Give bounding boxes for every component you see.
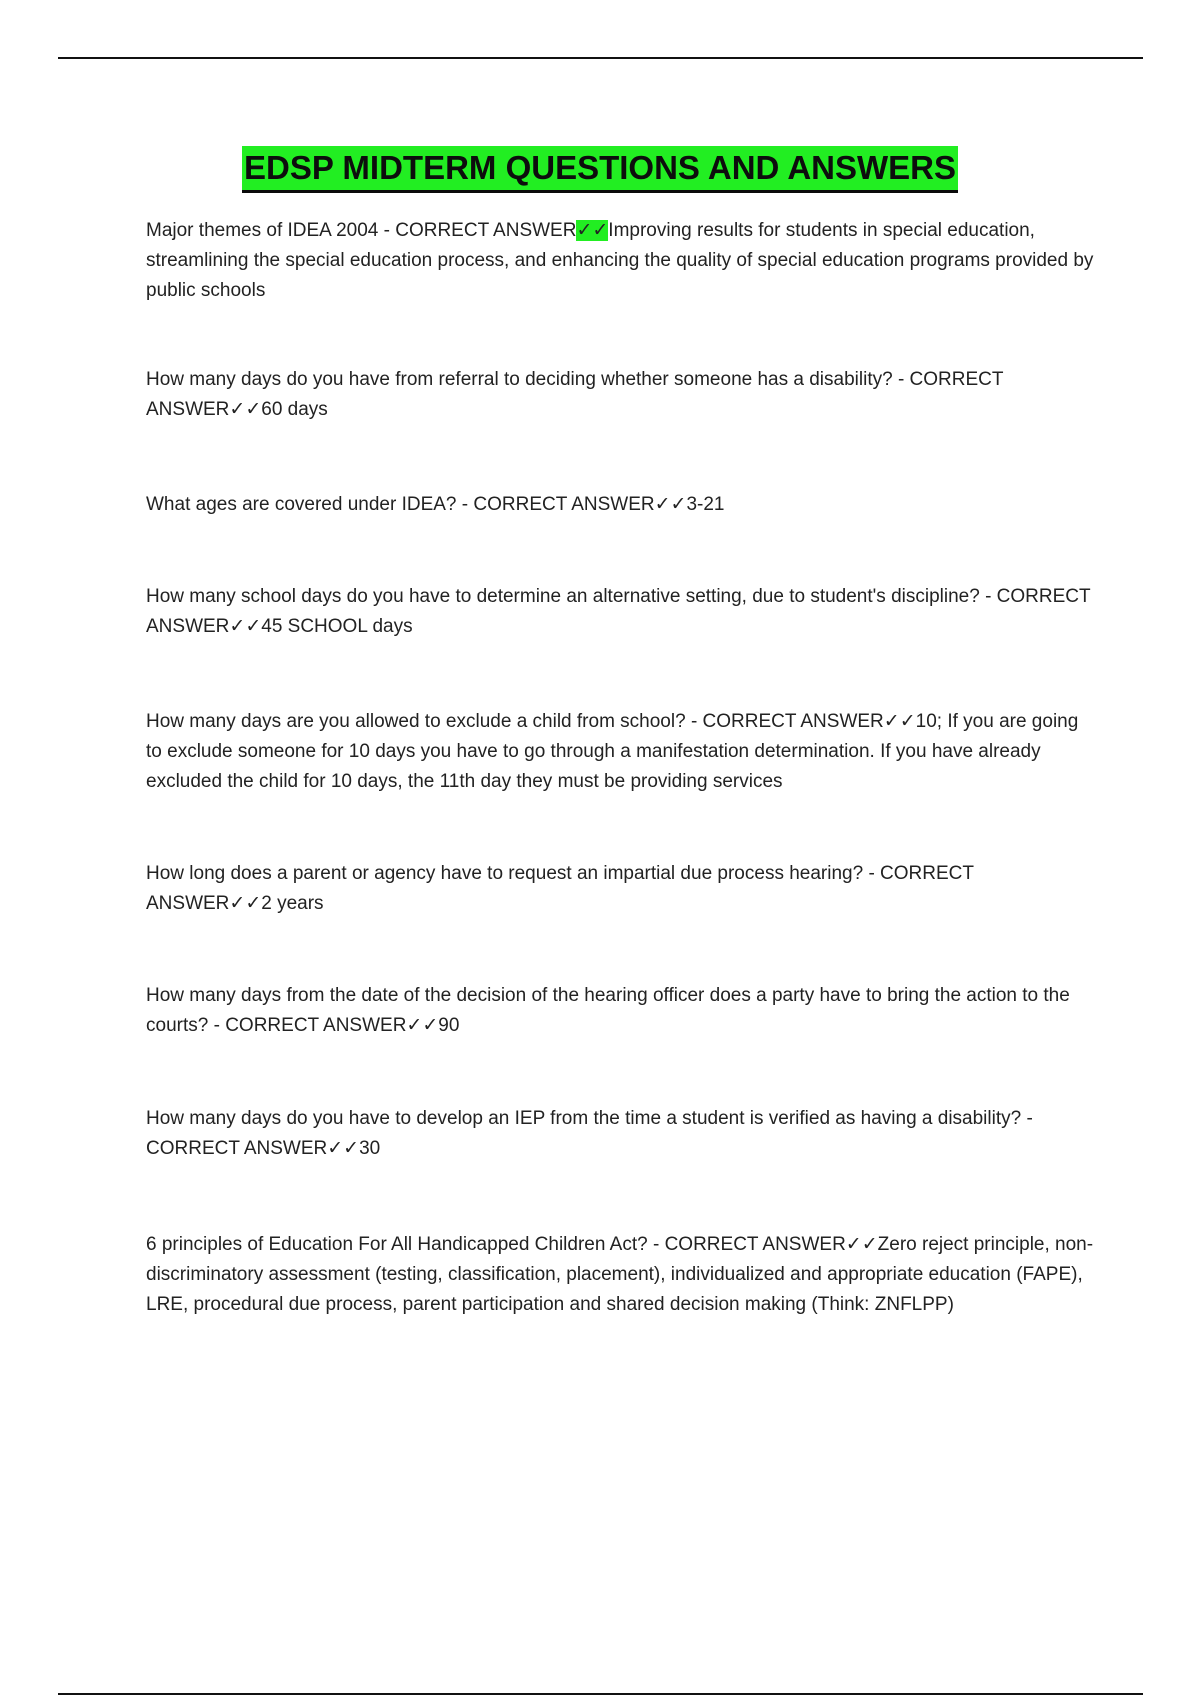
answer-text: 3-21: [686, 494, 725, 515]
top-rule: [58, 57, 1143, 59]
qa-item: [146, 582, 1096, 642]
answer-text: 10; If you are going to exclude someone for 10 days you have to go through a manifestation determination. If you have already excluded the child for 10 days, the 11th day they must be providing services: [146, 711, 1079, 792]
answer-separator: - CORRECT ANSWER: [685, 711, 884, 732]
answer-separator: - CORRECT ANSWER: [208, 1015, 407, 1036]
question-text: How many days from the date of the decision of the hearing officer does a party have to bring the action to the courts?: [146, 985, 1070, 1036]
question-text: 6 principles of Education For All Handicapped Children Act?: [146, 1234, 648, 1255]
answer-separator: - CORRECT ANSWER: [146, 369, 1004, 420]
question-text: How long does a parent or agency have to request an impartial due process hearing?: [146, 863, 864, 884]
question-text: Major themes of IDEA 2004: [146, 220, 379, 241]
check-icon: ✓✓: [576, 220, 609, 241]
answer-text: Zero reject principle, non-discriminatory assessment (testing, classification, placement), individualized and appropriate education (FAPE), LRE, procedural due process, parent participation and shared decision making (Think: ZNFLPP): [146, 1234, 1094, 1315]
question-text: How many school days do you have to determine an alternative setting, due to student's discipline?: [146, 586, 980, 607]
check-icon: ✓✓: [654, 494, 687, 515]
question-text: How many days do you have from referral to deciding whether someone has a disability?: [146, 369, 893, 390]
check-icon: ✓✓: [229, 399, 262, 420]
qa-item: [146, 859, 1096, 919]
answer-text: 60 days: [261, 399, 328, 420]
answer-separator: - CORRECT ANSWER: [146, 1108, 1033, 1159]
bottom-rule: [58, 1693, 1143, 1695]
check-icon: ✓✓: [229, 616, 262, 637]
title-container: [0, 146, 1200, 193]
answer-text: 45 SCHOOL days: [261, 616, 413, 637]
answer-text: Improving results for students in special education, streamlining the special education process, and enhancing the quality of special education programs provided by public schools: [146, 220, 1094, 301]
qa-item: [146, 490, 1096, 520]
question-text: How many days do you have to develop an IEP from the time a student is verified as having a disability?: [146, 1108, 1022, 1129]
qa-item: [146, 216, 1096, 306]
document-title: EDSP MIDTERM QUESTIONS AND ANSWERS: [242, 146, 958, 193]
answer-separator: - CORRECT ANSWER: [146, 863, 974, 914]
answer-text: 30: [359, 1138, 381, 1159]
check-icon: ✓✓: [229, 893, 262, 914]
answer-text: 90: [438, 1015, 460, 1036]
answer-text: 2 years: [261, 893, 324, 914]
qa-item: [146, 707, 1096, 797]
question-text: How many days are you allowed to exclude a child from school?: [146, 711, 686, 732]
qa-item: [146, 1230, 1096, 1320]
question-text: What ages are covered under IDEA?: [146, 494, 457, 515]
answer-separator: - CORRECT ANSWER: [456, 494, 655, 515]
qa-item: [146, 981, 1096, 1041]
check-icon: ✓✓: [406, 1015, 439, 1036]
qa-item: [146, 365, 1096, 425]
check-icon: ✓✓: [883, 711, 916, 732]
answer-separator: - CORRECT ANSWER: [378, 220, 577, 241]
answer-separator: - CORRECT ANSWER: [146, 586, 1091, 637]
check-icon: ✓✓: [845, 1234, 878, 1255]
answer-separator: - CORRECT ANSWER: [647, 1234, 846, 1255]
qa-item: [146, 1104, 1096, 1164]
check-icon: ✓✓: [327, 1138, 360, 1159]
